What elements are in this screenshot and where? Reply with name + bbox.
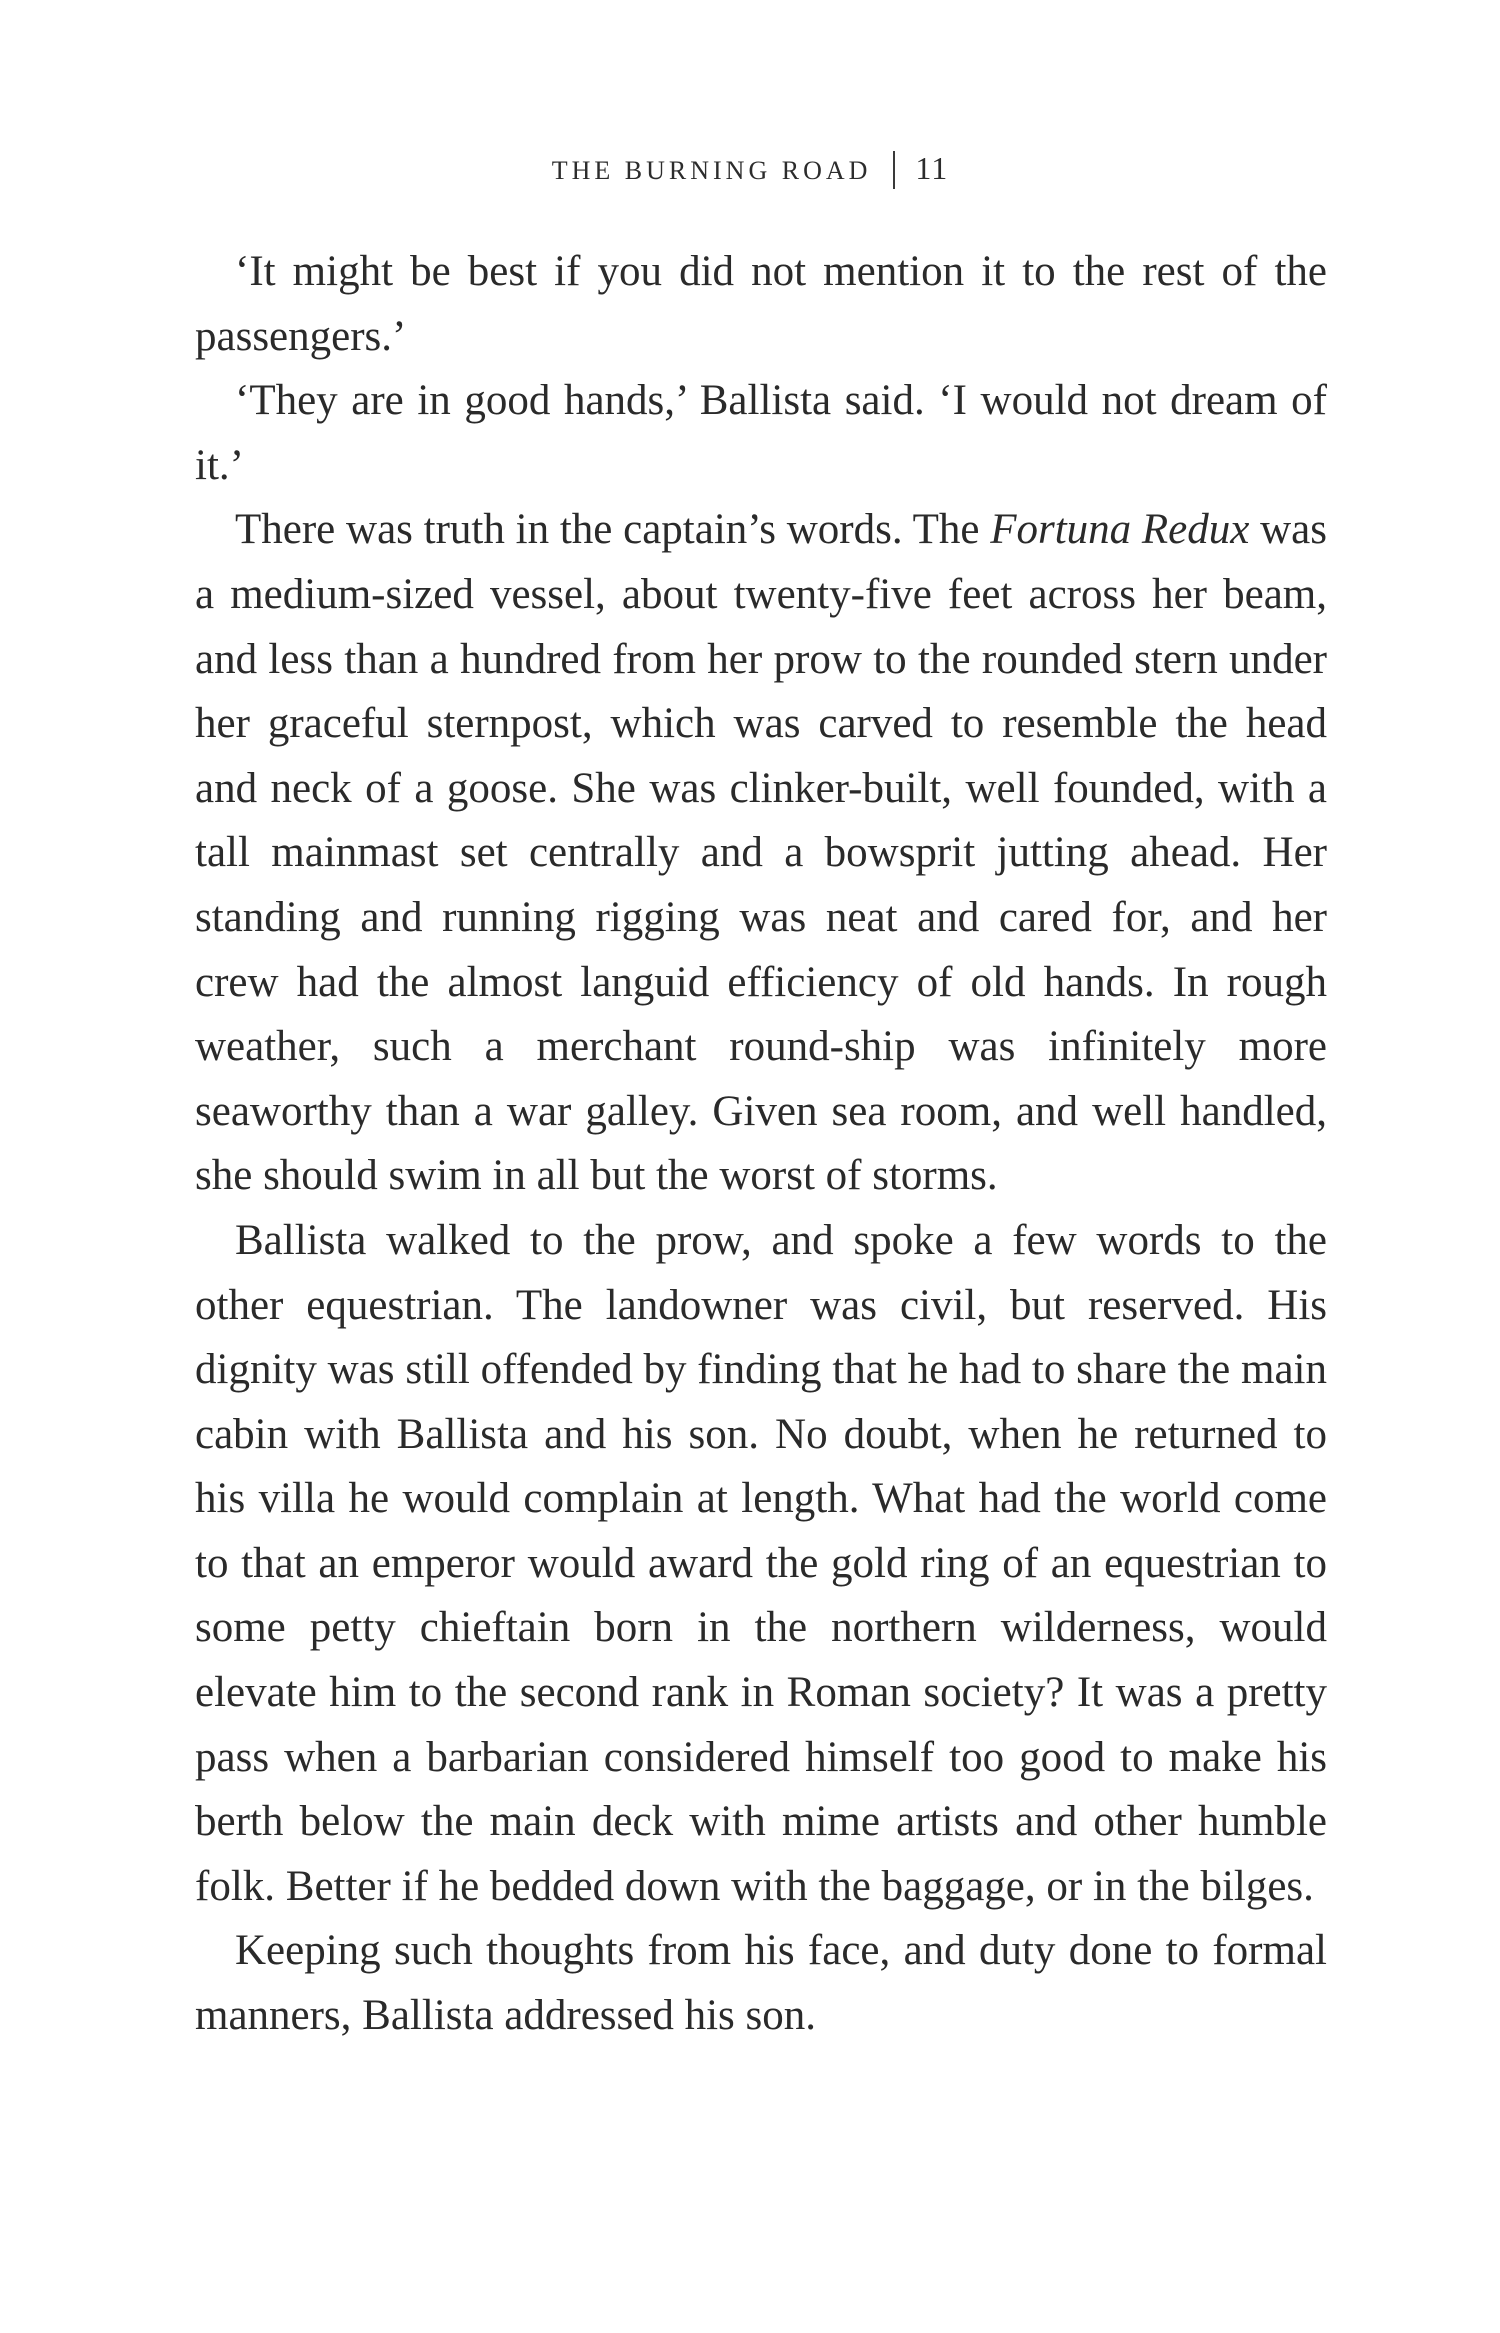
paragraph-text: There was truth in the captain’s words. The <box>235 506 991 554</box>
running-title: THE BURNING ROAD <box>551 156 872 185</box>
body-text <box>195 240 1327 2049</box>
page-number: 11 <box>915 150 949 186</box>
paragraph <box>195 498 1327 1209</box>
paragraph: ‘It might be best if you did not mention it to the rest of the passengers.’ <box>195 248 1327 360</box>
paragraph: Ballista walked to the prow, and spoke a few words to the other equestrian. The landowner was civil, but reserved. His dignity was still offended by finding that he had to share the main cabin with Ballista and his son. No doubt, when he returned to his villa he would complain at length. What had the world come to that an emperor would award the gold ring of an equestrian to some petty chieftain born in the northern wilderness, would elevate him to the second rank in Roman society? It was a pretty pass when a barbarian considered himself too good to make his berth below the main deck with mime artists and other humble folk. Better if he bedded down with the baggage, or in the bilges. <box>195 1216 1327 1910</box>
ship-name: Fortuna Redux <box>990 506 1250 554</box>
running-head <box>0 150 1500 189</box>
paragraph-text: was a medium-sized vessel, about twenty-five feet across her beam, and less than a hundred from her prow to the rounded stern under her graceful sternpost, which was carved to resemble the head and neck of a goose. She was clinker-built, well founded, with a tall mainmast set centrally and a bowsprit jutting ahead. Her standing and running rigging was neat and cared for, and her crew had the almost languid efficiency of old hands. In rough weather, such a merchant round-ship was infinitely more seaworthy than a war galley. Given sea room, and well handled, she should swim in all but the worst of storms. <box>195 506 1327 1200</box>
paragraph: ‘They are in good hands,’ Ballista said. ‘I would not dream of it.’ <box>195 377 1327 489</box>
paragraph: Keeping such thoughts from his face, and duty done to formal manners, Ballista addressed his son. <box>195 1927 1327 2040</box>
header-divider <box>893 151 895 189</box>
